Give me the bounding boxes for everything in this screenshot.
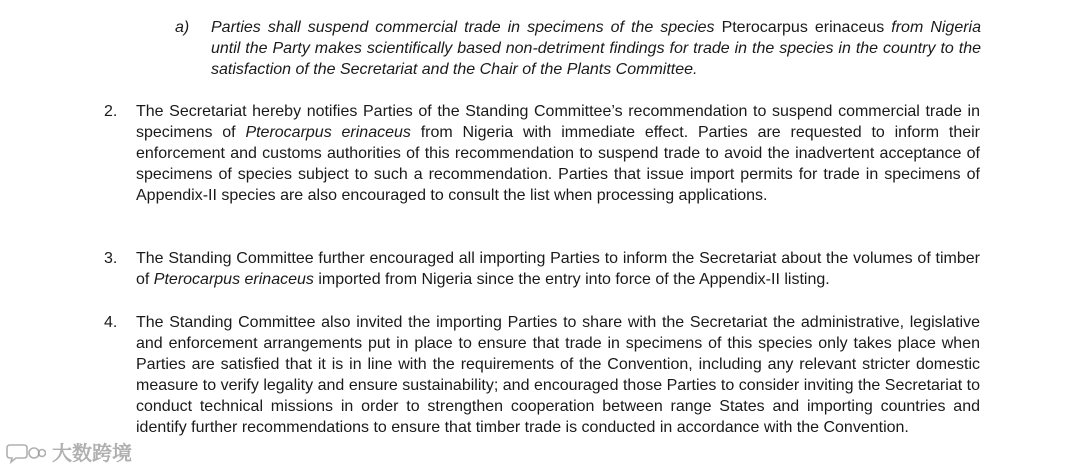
species-name: Pterocarpus erinaceus [245,124,411,141]
paragraph-number: 3. [104,250,118,267]
species-name: Pterocarpus erinaceus [153,271,314,288]
chat-bubble-logo-icon [6,442,46,464]
paragraph-number: 2. [104,103,118,120]
species-name: Pterocarpus erinaceus [721,19,885,36]
sub-item-text-after: from Nigeria until the Party makes scientifically based non-detriment findings for trade in the species in the country to the satisfaction of the Secretariat and the Chair of the Plants Committee. [211,19,982,78]
paragraph-text [136,101,980,206]
paragraph-text-after: imported from Nigeria since the entry into force of the Appendix-II listing. [313,271,830,288]
paragraph-text: The Standing Committee also invited the importing Parties to share with the Secretariat the administrative, legislative and enforcement arrangements put in place to ensure that trade in specimens of this species only takes place when Parties are satisfied that it is in line with the requirements of the Convention, including any relevant stricter domestic measure to verify legality and ensure sustainability; and encouraged those Parties to consider inviting the Secretariat to conduct technical missions in order to strengthen cooperation between range States and importing countries and identify further recommendations to ensure that timber trade is conducted in accordance with the Convention. [136,314,980,436]
watermark [6,438,132,468]
sub-item-text-before: Parties shall suspend commercial trade in specimens of the species [211,19,722,36]
watermark-text: 大数跨境 [52,440,132,465]
sub-item-text [211,17,981,80]
paragraph-text-before: The Standing Committee further encouraged all importing Parties to inform the Secretariat about the volumes of timber of [136,250,980,288]
paragraph-text-before: The Secretariat hereby notifies Parties of the Standing Committee’s recommendation to suspend commercial trade in specimens of [136,103,980,141]
paragraph-text [136,248,980,290]
paragraph-text-after: from Nigeria with immediate effect. Parties are requested to inform their enforcement and customs authorities of this recommendation to suspend trade to avoid the inadvertent acceptance of specimens of species subject to such a recommendation. Parties that issue import permits for trade in specimens of Appendix-II species are also encouraged to consult the list when processing applications. [136,124,980,204]
paragraph-number: 4. [104,314,118,331]
sub-item-marker: a) [175,19,190,36]
